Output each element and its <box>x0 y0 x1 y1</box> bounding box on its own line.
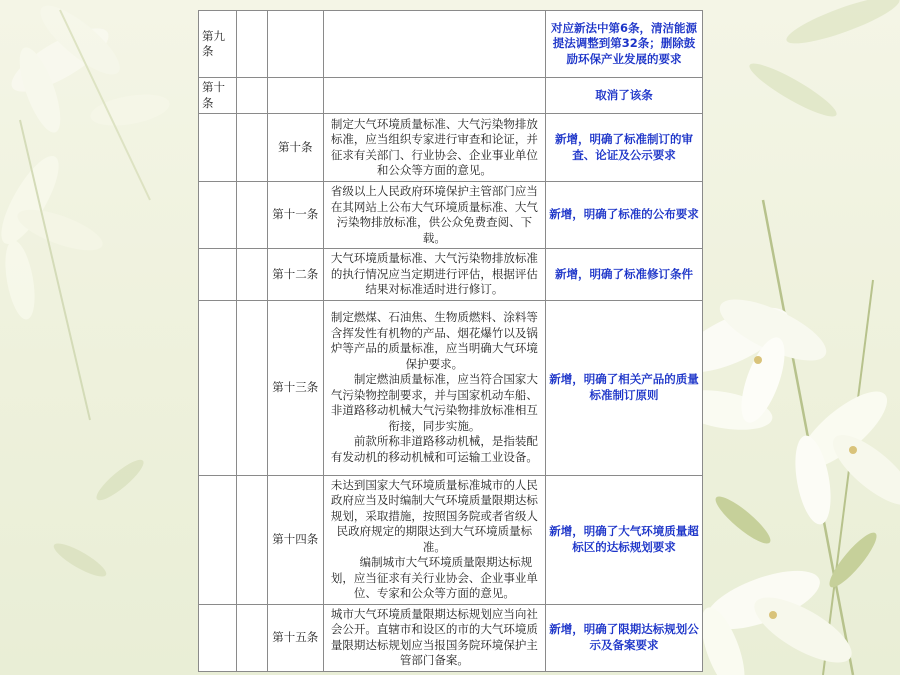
article-paragraph: 未达到国家大气环境质量标准城市的人民政府应当及时编制大气环境质量限期达标规划，采取措施，按照国务院或者省级人民政府规定的期限达到大气环境质量标准。 <box>330 477 538 554</box>
old-article-content <box>236 300 267 475</box>
new-article-number: 第十条 <box>267 114 323 182</box>
article-paragraph: 制定燃油质量标准，应当符合国家大气污染物控制要求，并与国家机动车船、非道路移动机械大气污染物排放标准相互衔接，同步实施。 <box>330 372 538 433</box>
table-row <box>199 114 703 182</box>
table-row <box>199 475 703 604</box>
change-note: 新增，明确了标准制订的审查、论证及公示要求 <box>546 114 703 182</box>
old-article-content <box>236 114 267 182</box>
table-row <box>199 78 703 114</box>
new-article-content <box>323 249 545 301</box>
new-article-content <box>323 114 545 182</box>
new-article-number: 第十三条 <box>267 300 323 475</box>
article-paragraph: 制定燃煤、石油焦、生物质燃料、涂料等含挥发性有机物的产品、烟花爆竹以及锅炉等产品的质量标准，应当明确大气环境保护要求。 <box>330 310 538 371</box>
table-row <box>199 249 703 301</box>
table-row <box>199 11 703 78</box>
change-note: 对应新法中第6条，清洁能源提法调整到第32条；删除鼓励环保产业发展的要求 <box>546 11 703 78</box>
new-article-content <box>323 11 545 78</box>
change-note: 取消了该条 <box>546 78 703 114</box>
table-row <box>199 604 703 671</box>
table-row <box>199 300 703 475</box>
article-paragraph: 城市大气环境质量限期达标规划应当向社会公开。直辖市和设区的市的大气环境质量限期达标规划应当报国务院环境保护主管部门备案。 <box>330 606 538 667</box>
old-article-content <box>236 475 267 604</box>
law-comparison-table <box>198 10 703 672</box>
change-note: 新增，明确了标准的公布要求 <box>546 182 703 249</box>
lily-flower-decoration-top-left <box>0 0 200 675</box>
old-article-number <box>199 604 237 671</box>
change-note: 新增，明确了标准修订条件 <box>546 249 703 301</box>
article-paragraph: 编制城市大气环境质量限期达标规划，应当征求有关行业协会、企业事业单位、专家和公众等方面的意见。 <box>330 555 538 600</box>
old-article-number: 第十条 <box>199 78 237 114</box>
table-row <box>199 182 703 249</box>
change-note: 新增，明确了限期达标规划公示及备案要求 <box>546 604 703 671</box>
new-article-content <box>323 475 545 604</box>
new-article-number: 第十二条 <box>267 249 323 301</box>
old-article-number <box>199 249 237 301</box>
old-article-number: 第九条 <box>199 11 237 78</box>
old-article-number <box>199 114 237 182</box>
change-note: 新增，明确了相关产品的质量标准制订原则 <box>546 300 703 475</box>
new-article-content <box>323 78 545 114</box>
old-article-content <box>236 182 267 249</box>
new-article-number: 第十五条 <box>267 604 323 671</box>
article-paragraph: 大气环境质量标准、大气污染物排放标准的执行情况应当定期进行评估，根据评估结果对标准适时进行修订。 <box>330 251 538 296</box>
article-paragraph: 制定大气环境质量标准、大气污染物排放标准，应当组织专家进行审查和论证，并征求有关部门、行业协会、企业事业单位和公众等方面的意见。 <box>330 116 538 177</box>
new-article-content <box>323 604 545 671</box>
old-article-number <box>199 475 237 604</box>
article-paragraph: 省级以上人民政府环境保护主管部门应当在其网站上公布大气环境质量标准、大气污染物排放标准，供公众免费查阅、下载。 <box>330 184 538 245</box>
new-article-content <box>323 182 545 249</box>
article-paragraph: 前款所称非道路移动机械，是指装配有发动机的移动机械和可运输工业设备。 <box>330 434 538 464</box>
old-article-content <box>236 604 267 671</box>
old-article-content <box>236 249 267 301</box>
new-article-number: 第十四条 <box>267 475 323 604</box>
new-article-content <box>323 300 545 475</box>
old-article-content <box>236 78 267 114</box>
new-article-number <box>267 11 323 78</box>
lily-flower-decoration-right <box>703 0 900 675</box>
old-article-content <box>236 11 267 78</box>
new-article-number: 第十一条 <box>267 182 323 249</box>
old-article-number <box>199 300 237 475</box>
change-note: 新增，明确了大气环境质量超标区的达标规划要求 <box>546 475 703 604</box>
old-article-number <box>199 182 237 249</box>
new-article-number <box>267 78 323 114</box>
